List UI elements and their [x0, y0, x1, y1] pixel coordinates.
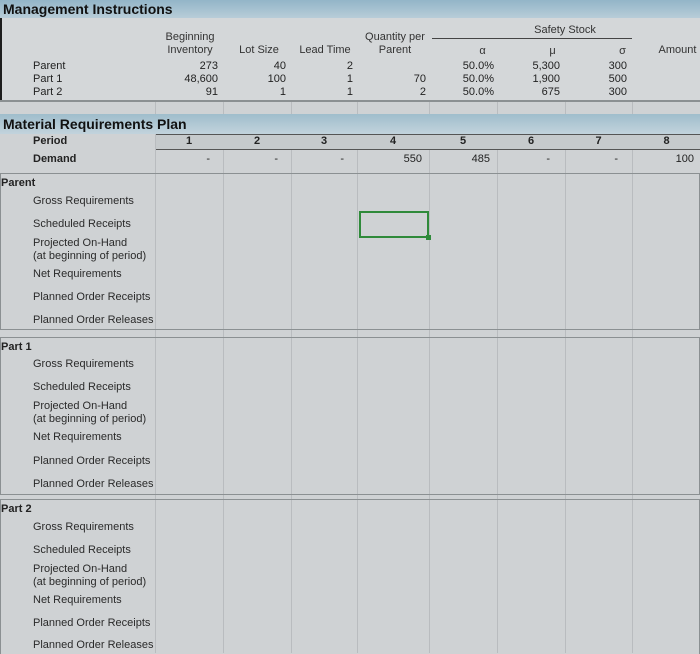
- safety-stock-header: Safety Stock: [534, 24, 596, 36]
- row-name: Part 1: [33, 73, 63, 85]
- beginning-inventory-value[interactable]: 48,600: [184, 73, 218, 85]
- demand-label: Demand: [33, 153, 77, 165]
- beginning-inventory-value[interactable]: 273: [199, 60, 218, 72]
- demand-cell[interactable]: 485: [471, 153, 490, 165]
- qty-per-parent-header: Quantity per Parent: [365, 31, 425, 56]
- scheduled-receipts-label: Scheduled Receipts: [33, 381, 131, 393]
- mu-value[interactable]: 675: [541, 86, 560, 98]
- period-cell: 5: [459, 135, 467, 147]
- sigma-value[interactable]: 500: [608, 73, 627, 85]
- lot-size-value[interactable]: 1: [279, 86, 286, 98]
- demand-cell[interactable]: -: [546, 153, 550, 165]
- block-title: Part 2: [1, 503, 32, 515]
- planned-order-releases-label: Planned Order Releases: [33, 314, 154, 326]
- scheduled-receipts-label: Scheduled Receipts: [33, 544, 131, 556]
- lead-time-value[interactable]: 1: [346, 73, 353, 85]
- row-name: Parent: [33, 60, 66, 72]
- mu-header: μ: [549, 45, 556, 57]
- net-requirements-label: Net Requirements: [33, 431, 122, 443]
- projected-on-hand-label: Projected On-Hand: [33, 400, 128, 412]
- mrp-title: Material Requirements Plan: [3, 116, 187, 132]
- active-cell-selection[interactable]: [359, 211, 429, 238]
- management-bottom-rule: [0, 100, 700, 102]
- lead-time-value[interactable]: 2: [346, 60, 353, 72]
- period-cell: 3: [320, 135, 328, 147]
- net-requirements-label: Net Requirements: [33, 594, 122, 606]
- mu-value[interactable]: 1,900: [532, 73, 560, 85]
- mu-value[interactable]: 5,300: [532, 60, 560, 72]
- period-cell: 1: [185, 135, 193, 147]
- alpha-header: α: [479, 45, 486, 57]
- alpha-value[interactable]: 50.0%: [462, 86, 494, 98]
- projected-on-hand-label: Projected On-Hand: [33, 237, 128, 249]
- safety-stock-rule: [432, 38, 632, 39]
- lot-size-value[interactable]: 100: [267, 73, 286, 85]
- net-requirements-label: Net Requirements: [33, 268, 122, 280]
- amount-header: Amount: [658, 44, 697, 56]
- lead-time-value[interactable]: 1: [346, 86, 353, 98]
- gross-requirements-label: Gross Requirements: [33, 195, 134, 207]
- projected-on-hand-note: (at beginning of period): [33, 413, 147, 425]
- demand-cell[interactable]: -: [274, 153, 278, 165]
- sigma-header: σ: [619, 45, 626, 57]
- demand-cell[interactable]: 550: [403, 153, 422, 165]
- projected-on-hand-note: (at beginning of period): [33, 576, 147, 588]
- planned-order-releases-label: Planned Order Releases: [33, 478, 154, 490]
- row-name: Part 2: [33, 86, 63, 98]
- demand-cell[interactable]: -: [614, 153, 618, 165]
- sigma-value[interactable]: 300: [608, 60, 627, 72]
- demand-cell[interactable]: 100: [675, 153, 694, 165]
- qty-per-parent-value[interactable]: 70: [413, 73, 426, 85]
- lot-size-header: Lot Size: [239, 44, 279, 56]
- period-cell: 6: [527, 135, 535, 147]
- scheduled-receipts-label: Scheduled Receipts: [33, 218, 131, 230]
- qty-per-parent-value[interactable]: 2: [419, 86, 426, 98]
- period-label: Period: [33, 135, 68, 147]
- management-title: Management Instructions: [3, 1, 173, 17]
- demand-cell[interactable]: -: [206, 153, 210, 165]
- beginning-inventory-value[interactable]: 91: [205, 86, 218, 98]
- alpha-value[interactable]: 50.0%: [462, 60, 494, 72]
- planned-order-receipts-label: Planned Order Receipts: [33, 455, 151, 467]
- lead-time-header: Lead Time: [299, 44, 351, 56]
- beginning-inventory-header: Beginning Inventory: [165, 31, 215, 56]
- lot-size-value[interactable]: 40: [273, 60, 286, 72]
- gross-requirements-label: Gross Requirements: [33, 521, 134, 533]
- planned-order-releases-label: Planned Order Releases: [33, 639, 154, 651]
- period-cell: 2: [253, 135, 261, 147]
- left-border: [0, 18, 2, 100]
- period-cell: 8: [663, 135, 670, 147]
- period-cell: 7: [595, 135, 602, 147]
- planned-order-receipts-label: Planned Order Receipts: [33, 291, 151, 303]
- gross-requirements-label: Gross Requirements: [33, 358, 134, 370]
- alpha-value[interactable]: 50.0%: [462, 73, 494, 85]
- projected-on-hand-label: Projected On-Hand: [33, 563, 128, 575]
- planned-order-receipts-label: Planned Order Receipts: [33, 617, 151, 629]
- projected-on-hand-note: (at beginning of period): [33, 250, 147, 262]
- period-cell: 4: [389, 135, 397, 147]
- block-title: Part 1: [1, 341, 32, 353]
- block-title: Parent: [1, 177, 36, 189]
- demand-cell[interactable]: -: [340, 153, 344, 165]
- sigma-value[interactable]: 300: [608, 86, 627, 98]
